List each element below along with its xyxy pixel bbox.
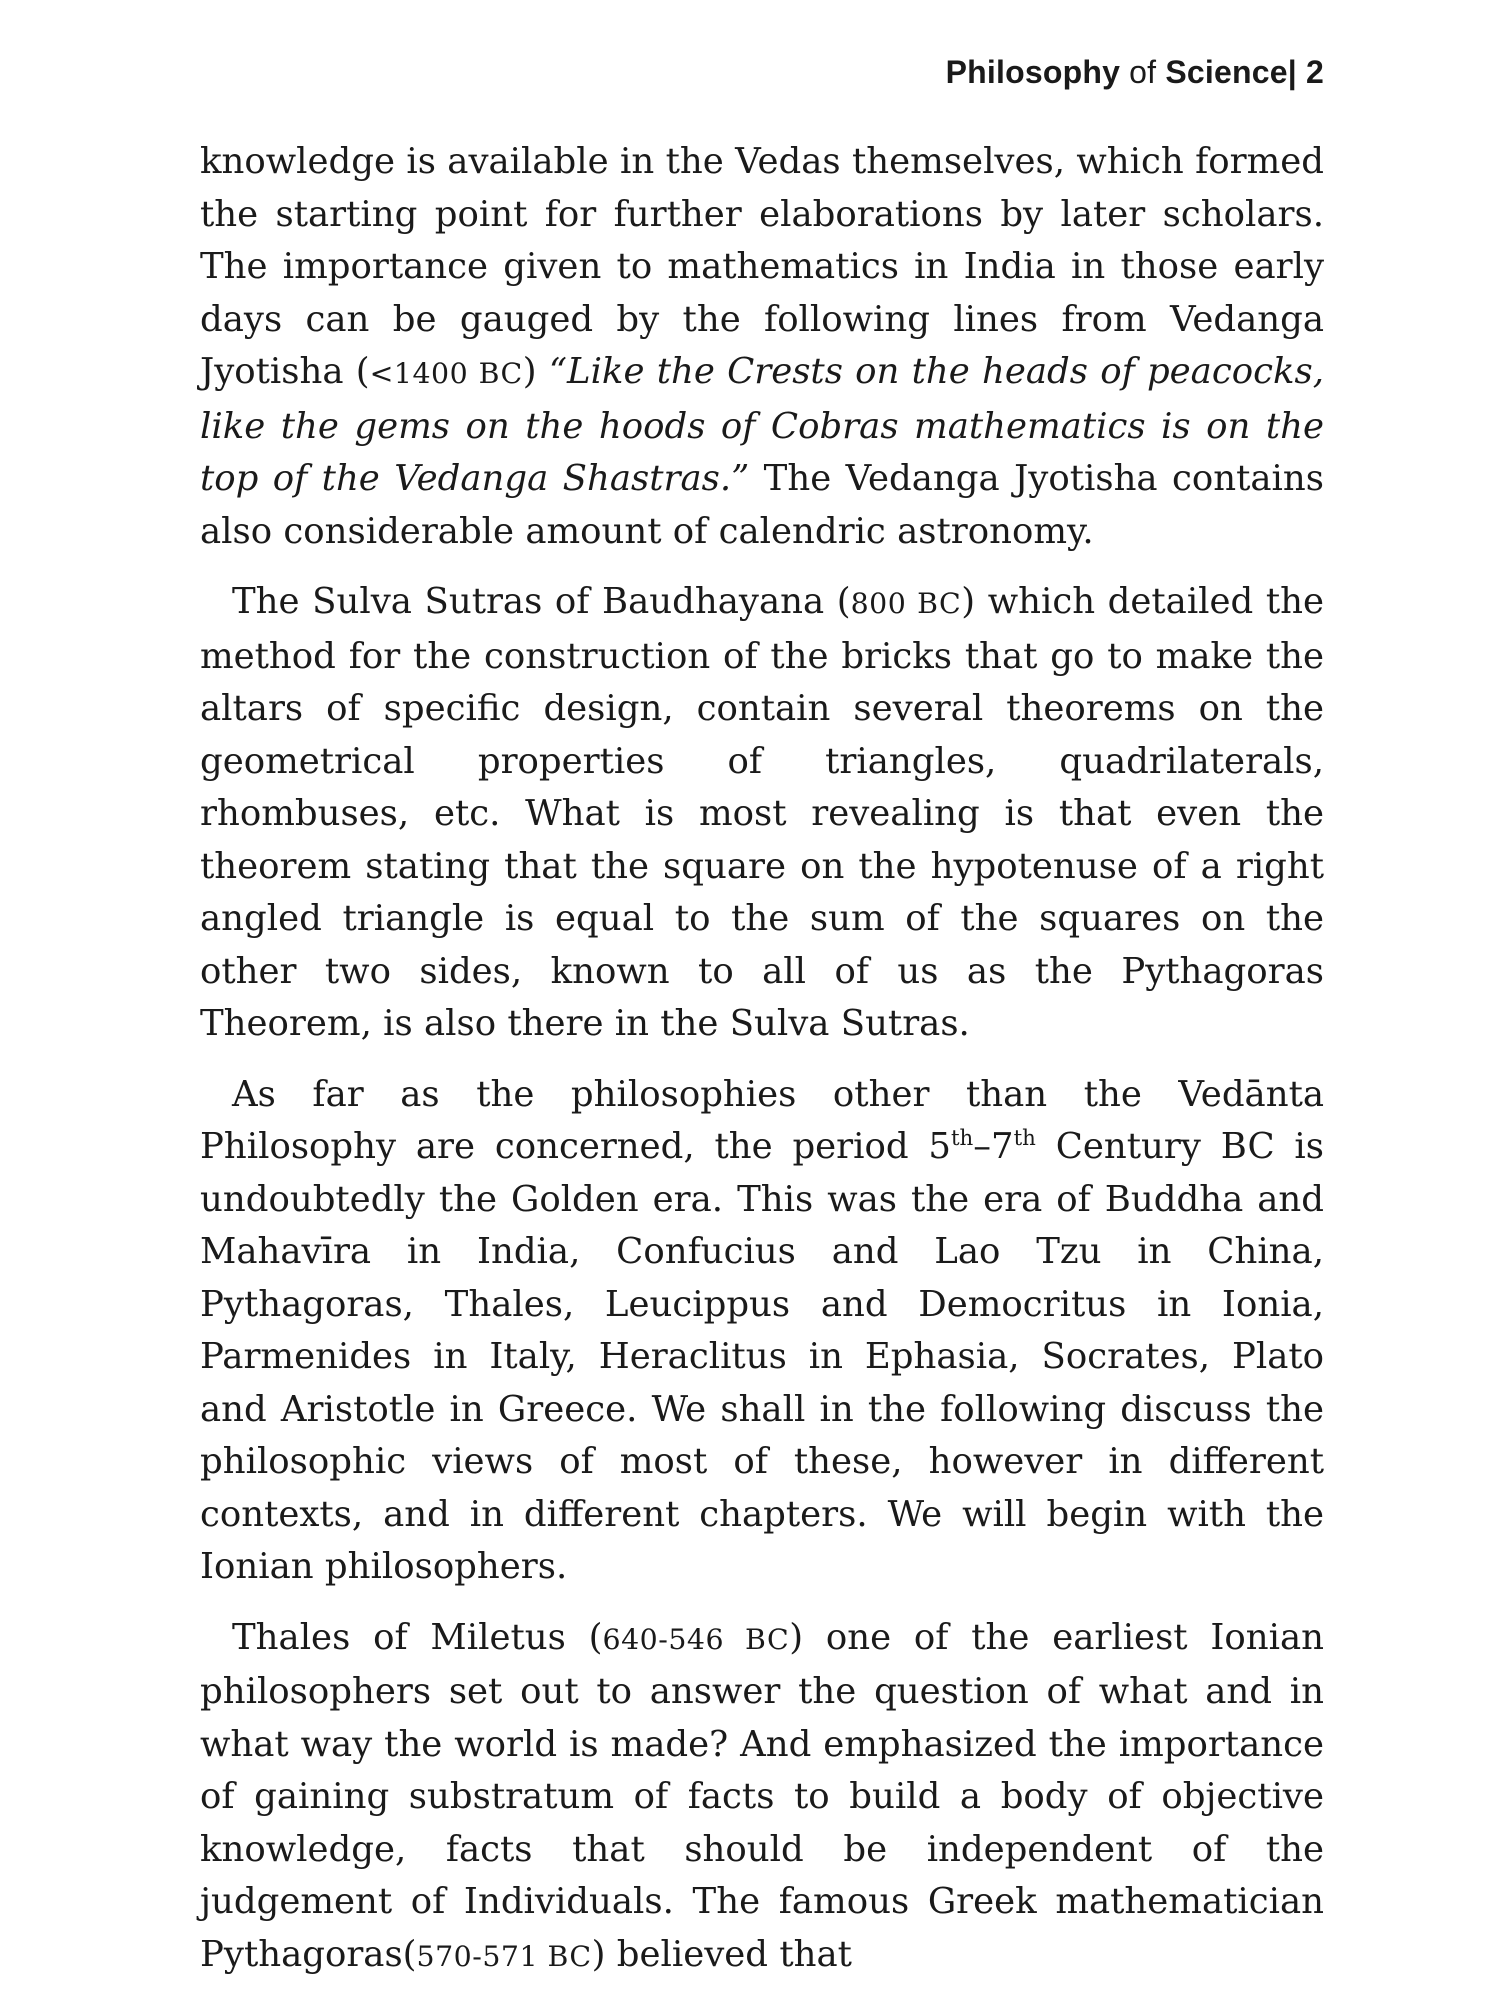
header-title-science: Science	[1165, 54, 1288, 90]
body-text	[200, 136, 1324, 1983]
paragraph-4-text-b: ) one of the earliest Ionian philosophers set out to answer the question of what and in what way the world is made? And emphasized the importance of gaining substratum of facts to build a body of objective knowledge, facts that should be independent of the judgement of Individuals. The famous Greek mathematician Pythagoras(	[200, 1616, 1325, 1975]
header-separator: |	[1287, 54, 1306, 90]
paragraph-1-text-b: )	[522, 351, 549, 392]
paragraph-2-date: 800 BC	[850, 587, 962, 620]
paragraph-1-date: <1400 BC	[369, 357, 523, 390]
paragraph-2	[200, 576, 1324, 1051]
paragraph-4-date-1: 640-546 BC	[602, 1622, 790, 1656]
paragraph-1-text-a: knowledge is available in the Vedas themselves, which formed the starting point for further elaborations by later scholars. The importance given to mathematics in India in those early days can be gauged by the following lines from Vedanga Jyotisha (	[200, 141, 1324, 392]
paragraph-3-dash: –7	[973, 1126, 1014, 1167]
paragraph-4-text-c: ) believed that	[591, 1933, 852, 1975]
paragraph-3-text-a: As far as the philosophies other than the Vedānta Philosophy are concerned, the period 5	[200, 1073, 1324, 1167]
header-title-of: of	[1120, 54, 1166, 90]
paragraph-4-date-2: 570-571 BC	[416, 1939, 592, 1973]
paragraph-2-text-b: ) which detailed the method for the construction of the bricks that go to make the altars of specific design, contain several theorems on the geometrical properties of triangles, quadrilaterals, rhombuses, etc. What is most revealing is that even the theorem stating that the square on the hypotenuse of a right angled triangle is equal to the sum of the squares on the other two sides, known to all of us as the Pythagoras Theorem, is also there in the Sulva Sutras.	[200, 581, 1325, 1044]
paragraph-3-superscript-1: th	[951, 1126, 974, 1152]
paragraph-1-quote: “Like the Crests on the heads of peacocks, like the gems on the hoods of Cobras mathematics is on the top of the Vedanga Shastras.”	[200, 351, 1324, 499]
header-title-philosophy: Philosophy	[945, 54, 1121, 90]
paragraph-4	[200, 1612, 1324, 1984]
paragraph-2-text-a: The Sulva Sutras of Baudhayana (	[232, 581, 851, 622]
paragraph-3-superscript-2: th	[1013, 1126, 1036, 1152]
paragraph-4-text-a: Thales of Miletus (	[232, 1616, 603, 1658]
page-number: 2	[1306, 54, 1324, 90]
paragraph-3	[200, 1069, 1324, 1594]
paragraph-1	[200, 136, 1324, 558]
paragraph-3-text-b: Century BC is undoubtedly the Golden era. This was the era of Buddha and Mahavīra in India, Confucius and Lao Tzu in China, Pythagoras, Thales, Leucippus and Democritus in Ionia, Parmenides in Italy, Heraclitus in Ephasia, Socrates, Plato and Aristotle in Greece. We shall in the following discuss the philosophic views of most of these, however in different contexts, and in different chapters. We will begin with the Ionian philosophers.	[200, 1126, 1324, 1587]
running-header	[946, 54, 1324, 91]
paragraph-1-text-c: The Vedanga Jyotisha contains also considerable amount of calendric astronomy.	[200, 458, 1324, 552]
